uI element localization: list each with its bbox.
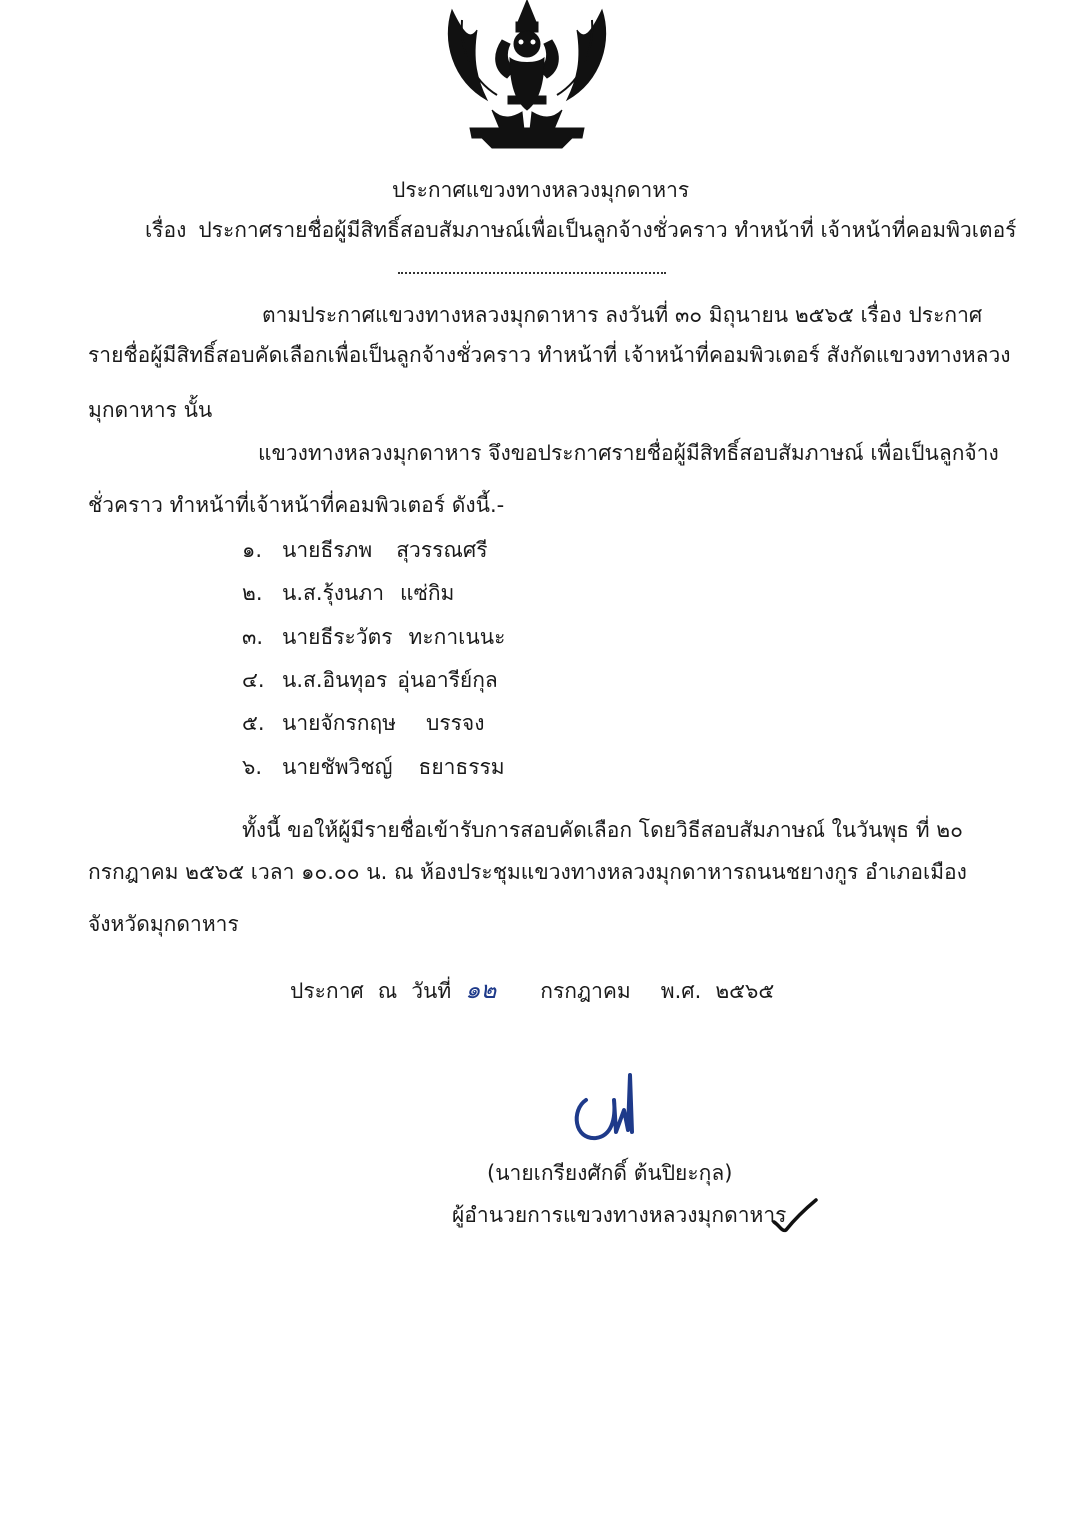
signer-name: (นายเกรียงศักดิ์ ต้นปิยะกุล) — [487, 1161, 733, 1185]
candidate-first-name: นายจักรกฤษ — [282, 711, 397, 735]
candidate-first-name: นายธีรภพ — [282, 538, 373, 562]
paragraph-3-line-2: กรกฎาคม ๒๕๖๕ เวลา ๑๐.๐๐ น. ณ ห้องประชุมแขวงทางหลวงมุกดาหารถนนชยางกูร อำเภอเมือง — [88, 860, 967, 884]
candidate-item — [242, 535, 488, 565]
candidate-last-name: แซ่กิม — [400, 581, 455, 605]
candidate-number: ๒. — [242, 581, 263, 605]
subject-label: เรื่อง — [145, 218, 187, 242]
candidate-first-name: น.ส.อินทุอร — [282, 668, 388, 692]
dotted-divider — [398, 272, 666, 274]
candidate-item — [242, 622, 505, 652]
candidate-number: ๖. — [242, 755, 263, 779]
paragraph-1-line-3: มุกดาหาร นั้น — [88, 398, 213, 422]
page-title: ประกาศแขวงทางหลวงมุกดาหาร — [392, 178, 690, 202]
signer-position: ผู้อำนวยการแขวงทางหลวงมุกดาหาร — [452, 1203, 787, 1227]
candidate-last-name: อุ่นอารีย์กุล — [397, 668, 498, 692]
candidate-item — [242, 752, 505, 782]
garuda-emblem-icon — [432, 0, 622, 150]
paragraph-2-line-2: ชั่วคราว ทำหน้าที่เจ้าหน้าที่คอมพิวเตอร์ ดังนี้.- — [88, 493, 505, 517]
announcement-month: กรกฎาคม — [540, 979, 631, 1003]
candidate-first-name: นายธีระวัตร — [282, 625, 393, 649]
announcement-year: ๒๕๖๕ — [715, 979, 775, 1003]
paragraph-3-line-1: ทั้งนี้ ขอให้ผู้มีรายชื่อเข้ารับการสอบคัดเลือก โดยวิธีสอบสัมภาษณ์ ในวันพุธ ที่ ๒๐ — [242, 818, 963, 842]
candidate-first-name: น.ส.รุ้งนภา — [282, 581, 385, 605]
candidate-last-name: ธยาธรรม — [418, 755, 505, 779]
paragraph-1-line-1: ตามประกาศแขวงทางหลวงมุกดาหาร ลงวันที่ ๓๐ มิถุนายน ๒๕๖๕ เรื่อง ประกาศ — [262, 303, 983, 327]
handwritten-signature-icon — [566, 1070, 656, 1150]
candidate-number: ๓. — [242, 625, 264, 649]
candidate-number: ๑. — [242, 538, 263, 562]
candidate-number: ๕. — [242, 711, 265, 735]
paragraph-1-line-2: รายชื่อผู้มีสิทธิ์สอบคัดเลือกเพื่อเป็นลูกจ้างชั่วคราว ทำหน้าที่ เจ้าหน้าที่คอมพิวเตอร์ สังกัดแขวงทางหลวง — [88, 343, 1011, 367]
candidate-last-name: บรรจง — [426, 711, 485, 735]
subject-line — [145, 215, 1016, 245]
announcement-year-label: พ.ศ. — [660, 979, 702, 1003]
announcement-date-line — [290, 975, 774, 1006]
candidate-last-name: ทะกาเนนะ — [408, 625, 506, 649]
initial-mark-icon — [770, 1196, 820, 1236]
candidate-item — [242, 665, 498, 695]
candidate-first-name: นายชัพวิชญ์ — [282, 755, 393, 779]
handwritten-day: ๑๒ — [465, 976, 497, 1004]
candidate-item — [242, 708, 484, 738]
candidate-last-name: สุวรรณศรี — [396, 538, 488, 562]
paragraph-2-line-1: แขวงทางหลวงมุกดาหาร จึงขอประกาศรายชื่อผู้มีสิทธิ์สอบสัมภาษณ์ เพื่อเป็นลูกจ้าง — [258, 441, 999, 465]
announcement-day-label: วันที่ — [411, 979, 452, 1003]
announcement-prefix: ประกาศ — [290, 979, 364, 1003]
announcement-at: ณ — [377, 979, 398, 1003]
candidate-number: ๔. — [242, 668, 265, 692]
candidate-item — [242, 578, 454, 608]
paragraph-3-line-3: จังหวัดมุกดาหาร — [88, 912, 239, 936]
subject-text: ประกาศรายชื่อผู้มีสิทธิ์สอบสัมภาษณ์เพื่อเป็นลูกจ้างชั่วคราว ทำหน้าที่ เจ้าหน้าที่คอมพิวเตอร์ — [198, 218, 1017, 242]
